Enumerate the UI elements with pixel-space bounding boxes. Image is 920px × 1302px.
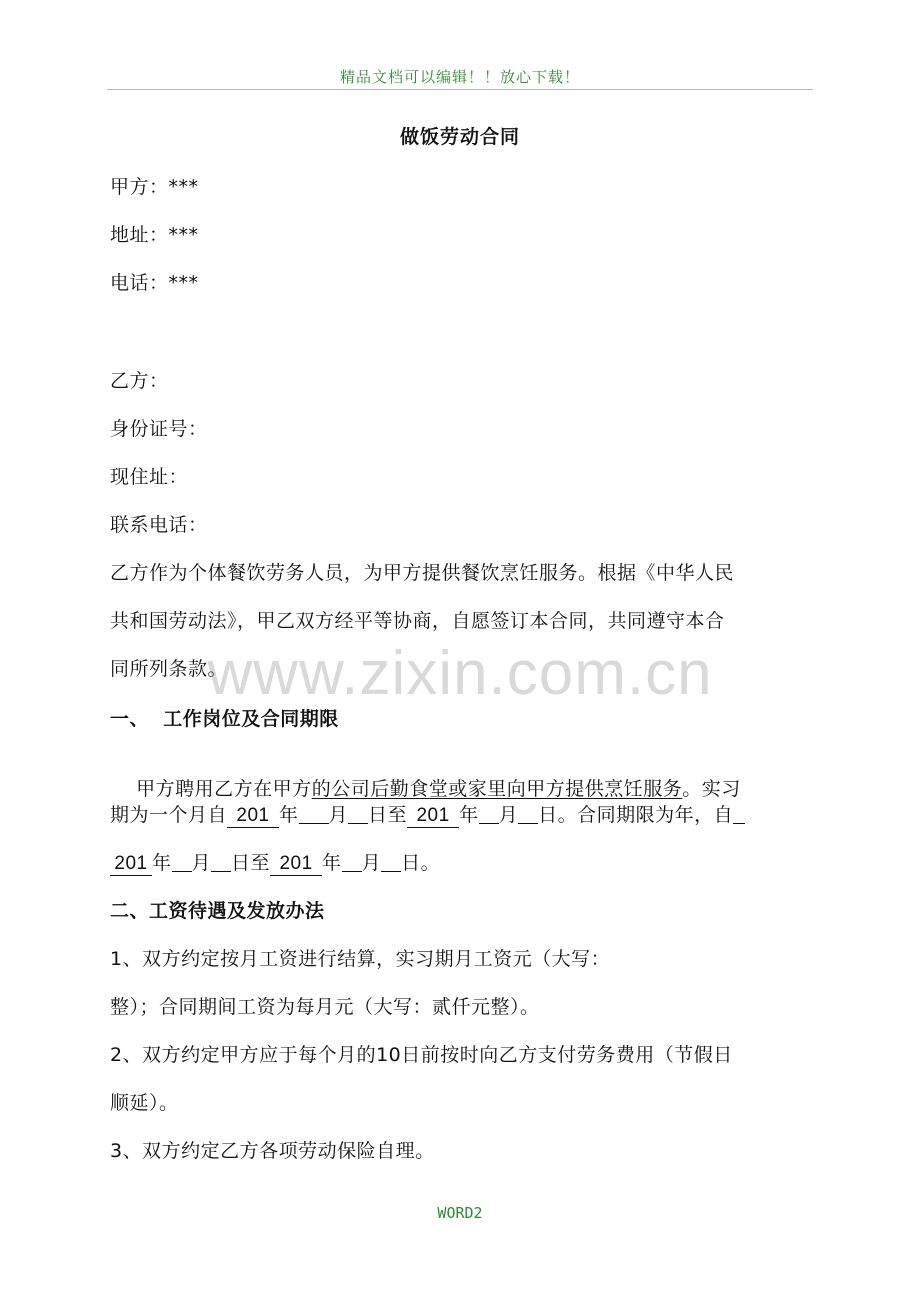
work-location-underlined: 的公司后勤食堂或家里向甲方提供烹饪服务 [311, 778, 683, 800]
party-b-contact-phone: 联系电话： [110, 514, 208, 536]
section-1-paragraph-line [110, 752, 741, 801]
blank-field [299, 803, 329, 824]
intro-line: 乙方作为个体餐饮劳务人员，为甲方提供餐饮烹饪服务。根据《中华人民 [110, 562, 735, 584]
section-2-line: 1、双方约定按月工资进行结算，实习期月工资元（大写： [110, 948, 611, 970]
intro-line: 共和国劳动法》，甲乙双方经平等协商，自愿签订本合同，共同遵守本合 [110, 610, 725, 632]
text-run: 日。合同期限为年，自 [538, 804, 734, 826]
text-run: 年 [279, 804, 299, 826]
trial-start-year: 201 [227, 805, 279, 828]
section-2-line: 顺延）。 [110, 1092, 179, 1114]
blank-field [172, 851, 192, 872]
document-title: 做饭劳动合同 [399, 126, 520, 148]
text-run: 年 [459, 804, 479, 826]
text-run: 月 [498, 804, 519, 826]
watermark: www.zixin.com.cn [207, 639, 713, 708]
section-2-line: 2、双方约定甲方应于每个月的10日前按时向乙方支付劳务费用（节假日 [110, 1044, 733, 1066]
contract-end-year: 201 [270, 853, 322, 876]
section-1-heading: 一、 工作岗位及合同期限 [110, 708, 339, 730]
header-rule [107, 89, 813, 90]
party-b-id-number: 身份证号： [110, 418, 208, 440]
blank-field [211, 851, 231, 872]
party-b-name: 乙方： [110, 370, 169, 392]
party-a-address: 地址：*** [110, 224, 199, 246]
page-footer: WORD2 [437, 1204, 483, 1222]
party-b-residence: 现住址： [110, 466, 189, 488]
intro-line: 同所列条款。 [110, 658, 228, 680]
section-2-heading: 二、工资待遇及发放办法 [110, 900, 325, 922]
text-run: 期为一个月自 [110, 804, 228, 826]
blank-field [381, 851, 401, 872]
text-run: 年 [322, 852, 342, 874]
contract-start-year: 201 [110, 853, 152, 876]
blank-field [342, 851, 362, 872]
party-a-phone: 电话：*** [110, 272, 199, 294]
text-run: 日至 [368, 804, 408, 826]
blank-field [518, 803, 538, 824]
text-run: 月 [191, 852, 212, 874]
text-run: 月 [328, 804, 349, 826]
section-1-paragraph-line [110, 800, 745, 828]
section-1-paragraph-line [110, 848, 440, 876]
text-run: 甲方聘用乙方在甲方 [123, 778, 312, 800]
trial-end-year: 201 [407, 805, 459, 828]
text-run: 。实习 [682, 778, 741, 800]
blank-field [733, 803, 745, 824]
blank-field [348, 803, 368, 824]
blank-field [479, 803, 499, 824]
text-run: 月 [361, 852, 382, 874]
download-notice-header: 精品文档可以编辑！！放心下载！ [339, 68, 580, 86]
text-run: 日至 [231, 852, 271, 874]
text-run: 日。 [401, 852, 441, 874]
text-run: 年 [152, 852, 172, 874]
party-a-name: 甲方：*** [110, 176, 199, 198]
section-2-line: 3、双方约定乙方各项劳动保险自理。 [110, 1140, 435, 1162]
section-2-line: 整）；合同期间工资为每月元（大写：贰仟元整）。 [110, 996, 540, 1018]
